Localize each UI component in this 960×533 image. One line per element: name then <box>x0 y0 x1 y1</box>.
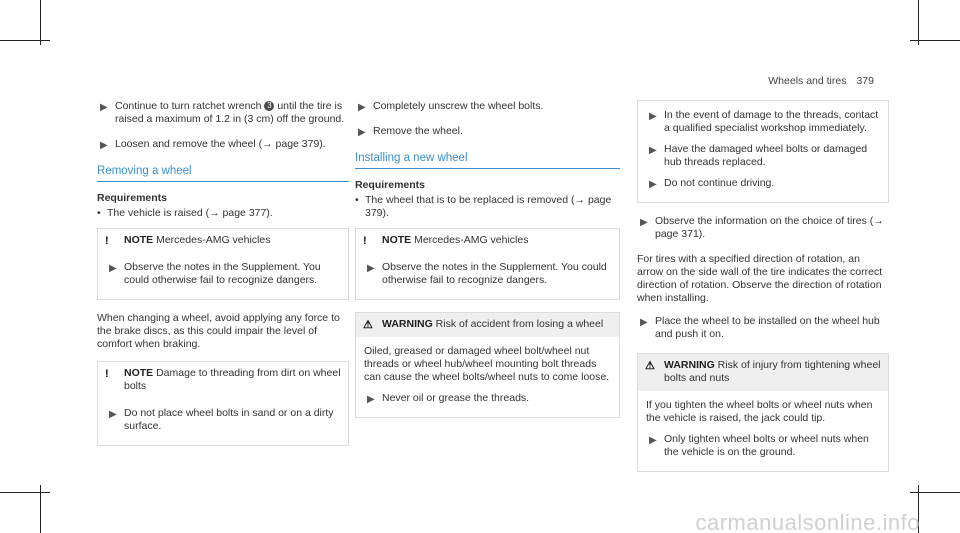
crop-mark <box>0 40 50 41</box>
page-header <box>768 75 874 88</box>
arrow-icon: ▶ <box>640 317 648 328</box>
instruction-step: ▶ Do not continue driving. <box>649 177 775 190</box>
arrow-icon: ▶ <box>367 394 375 405</box>
warning-continuation-box <box>637 100 889 203</box>
arrow-icon: ▶ <box>358 127 366 138</box>
warning-box <box>355 312 620 418</box>
note-header: ! NOTE Mercedes-AMG vehicles <box>363 234 529 247</box>
watermark: carmanualsonline.info <box>695 510 920 533</box>
arrow-icon: ▶ <box>100 140 108 151</box>
instruction-step: ▶ Place the wheel to be installed on the wheel hub and push it on. <box>640 315 880 340</box>
instruction-step: ▶ Continue to turn ratchet wrench 3 until the tire is raised a maximum of 1.2 in (3 cm) off the ground. <box>100 100 345 125</box>
instruction-step <box>97 138 349 151</box>
instruction-step: ▶ Never oil or grease the threads. <box>367 392 530 405</box>
note-box <box>97 361 349 446</box>
note-header: ! NOTE Mercedes-AMG vehicles <box>105 234 271 247</box>
note-keyword: NOTE <box>382 234 412 246</box>
instruction-step: ▶ In the event of damage to the threads, contact a qualified specialist workshop immediately. <box>649 109 879 134</box>
warning-keyword: WARNING <box>382 318 433 330</box>
requirement-item: • The wheel that is to be replaced is removed (→ page 379). <box>355 194 612 219</box>
arrow-icon: ▶ <box>649 435 657 446</box>
crop-mark <box>910 492 960 493</box>
section-heading: Installing a new wheel <box>355 152 620 169</box>
warning-keyword: WARNING <box>664 359 715 371</box>
requirements-heading: Requirements <box>355 179 426 191</box>
instruction-step: ▶ Only tighten wheel bolts or wheel nuts when the vehicle is on the ground. <box>649 433 869 458</box>
arrow-icon: ▶ <box>100 102 108 113</box>
page-reference[interactable]: Loosen and remove the wheel (→ page 379). <box>115 138 326 150</box>
warning-box <box>637 353 889 472</box>
warning-header: ⚠ WARNING Risk of injury from tightening wheel bolts and nuts <box>638 354 888 391</box>
instruction-step: ▶ Remove the wheel. <box>358 125 463 138</box>
requirement-item: • The vehicle is raised (→ page 377). <box>97 207 273 219</box>
column-3 <box>637 100 889 484</box>
instruction-step: ▶ Observe the information on the choice of tires (→ page 371). <box>640 215 884 240</box>
body-paragraph: When changing a wheel, avoid applying any force to the brake discs, as this could impair the level of comfort when braking. <box>97 312 340 350</box>
arrow-icon: ▶ <box>358 102 366 113</box>
warning-body: If you tighten the wheel bolts or wheel nuts when the vehicle is raised, the jack could tip. <box>646 399 873 424</box>
crop-mark <box>40 0 41 45</box>
column-1 <box>97 100 349 458</box>
warning-body: Oiled, greased or damaged wheel bolt/wheel nut threads or wheel hub/wheel mounting bolt threads can cause the wheel bolts/wheel nuts to come loose. <box>364 345 610 383</box>
instruction-step: ▶ Do not place wheel bolts in sand or on a dirty surface. <box>109 407 334 432</box>
warning-header: ⚠ WARNING Risk of accident from losing a wheel <box>356 313 619 337</box>
arrow-icon: ▶ <box>109 409 117 420</box>
note-header: ! NOTE Damage to threading from dirt on wheel bolts <box>105 367 341 392</box>
section-heading: Removing a wheel <box>97 165 349 182</box>
requirements-heading: Requirements <box>97 192 168 204</box>
warning-triangle-icon: ⚠ <box>363 319 373 331</box>
exclamation-icon: ! <box>105 235 109 247</box>
arrow-icon: ▶ <box>367 263 375 274</box>
note-box <box>355 228 620 300</box>
note-box <box>97 228 349 300</box>
note-keyword: NOTE <box>124 234 154 246</box>
bullet-icon: • <box>355 194 359 206</box>
crop-mark <box>910 40 960 41</box>
crop-mark <box>918 0 919 45</box>
arrow-icon: ▶ <box>109 263 117 274</box>
exclamation-icon: ! <box>105 368 109 380</box>
instruction-step: ▶ Completely unscrew the wheel bolts. <box>358 100 544 113</box>
instruction-step: ▶ Observe the notes in the Supplement. You could otherwise fail to recognize dangers. <box>109 261 321 286</box>
arrow-icon: ▶ <box>649 111 657 122</box>
note-keyword: NOTE <box>124 367 154 379</box>
warning-triangle-icon: ⚠ <box>645 360 655 372</box>
column-2 <box>355 100 620 430</box>
instruction-step: ▶ Have the damaged wheel bolts or damaged hub threads replaced. <box>649 143 868 168</box>
instruction-step: ▶ Observe the notes in the Supplement. You could otherwise fail to recognize dangers. <box>367 261 607 286</box>
arrow-icon: ▶ <box>649 179 657 190</box>
bullet-icon: • <box>97 207 101 219</box>
arrow-icon: ▶ <box>640 217 648 228</box>
arrow-icon: ▶ <box>649 145 657 156</box>
body-paragraph: For tires with a specified direction of rotation, an arrow on the side wall of the tire indicates the correct direction of rotation. Observe the direction of rotation when installing. <box>637 253 883 304</box>
callout-badge: 3 <box>264 101 274 111</box>
page-number: 379 <box>856 75 874 87</box>
exclamation-icon: ! <box>363 235 367 247</box>
crop-mark <box>0 492 50 493</box>
header-title: Wheels and tires <box>768 75 847 87</box>
